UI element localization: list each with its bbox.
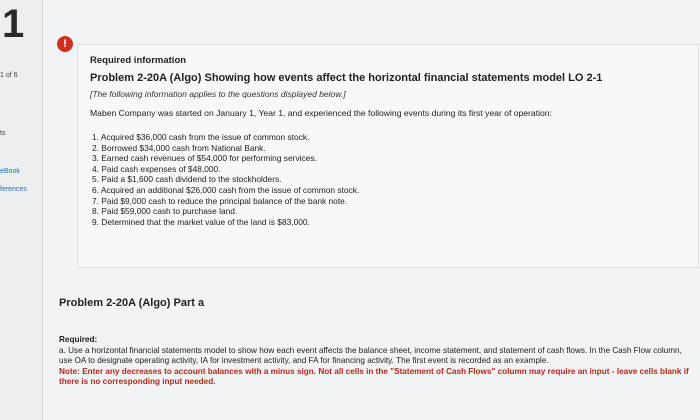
event-item: 6. Acquired an additional $26,000 cash from the issue of common stock. xyxy=(92,184,360,195)
alert-icon: ! xyxy=(57,36,73,52)
events-list xyxy=(90,132,690,227)
problem-title: Problem 2-20A (Algo) Showing how events affect the horizontal financial statements model LO 2-1 xyxy=(90,72,603,84)
part-title: Problem 2-20A (Algo) Part a xyxy=(59,297,205,309)
event-item: 8. Paid $59,000 cash to purchase land. xyxy=(92,206,238,217)
references-link[interactable]: ferences xyxy=(0,186,27,193)
problem-intro: Maben Company was started on January 1, Year 1, and experienced the following events during its first year of operation: xyxy=(90,108,552,118)
required-information-title: Required information xyxy=(90,55,187,66)
required-label: Required: xyxy=(59,335,98,344)
event-item: 2. Borrowed $34,000 cash from National Bank. xyxy=(92,142,266,153)
part-note: Note: Enter any decreases to account balances with a minus sign. Not all cells in the "Statement of Cash Flows" column may require an input - leave cells blank if there is no corresponding input needed. xyxy=(59,366,689,387)
question-number: 1 xyxy=(2,2,25,46)
question-progress: 1 of 6 xyxy=(0,72,18,79)
event-item: 1. Acquired $36,000 cash from the issue of common stock. xyxy=(92,132,310,142)
question-sidebar xyxy=(0,0,43,420)
sidebar-item-points: ts xyxy=(0,130,6,137)
ebook-link[interactable]: eBook xyxy=(0,168,20,175)
event-item: 9. Determined that the market value of the land is $83,000. xyxy=(92,216,310,227)
required-information-box xyxy=(77,44,699,268)
event-item: 4. Paid cash expenses of $48,000. xyxy=(92,163,221,174)
event-item: 5. Paid a $1,600 cash dividend to the stockholders. xyxy=(92,174,282,185)
applies-note: [The following information applies to the questions displayed below.] xyxy=(90,89,346,99)
part-instructions xyxy=(59,335,697,388)
part-instruction-text: a. Use a horizontal financial statements model to show how each event affects the balance sheet, income statement, and statement of cash flows. In the Cash Flow column, use OA to designate operating activity, IA for investment activity, and FA for financing activity. The first event is recorded as an example. xyxy=(59,345,682,366)
main-content xyxy=(42,0,700,420)
event-item: 7. Paid $9,000 cash to reduce the principal balance of the bank note. xyxy=(92,195,348,206)
event-item: 3. Earned cash revenues of $54,000 for performing services. xyxy=(92,153,317,164)
